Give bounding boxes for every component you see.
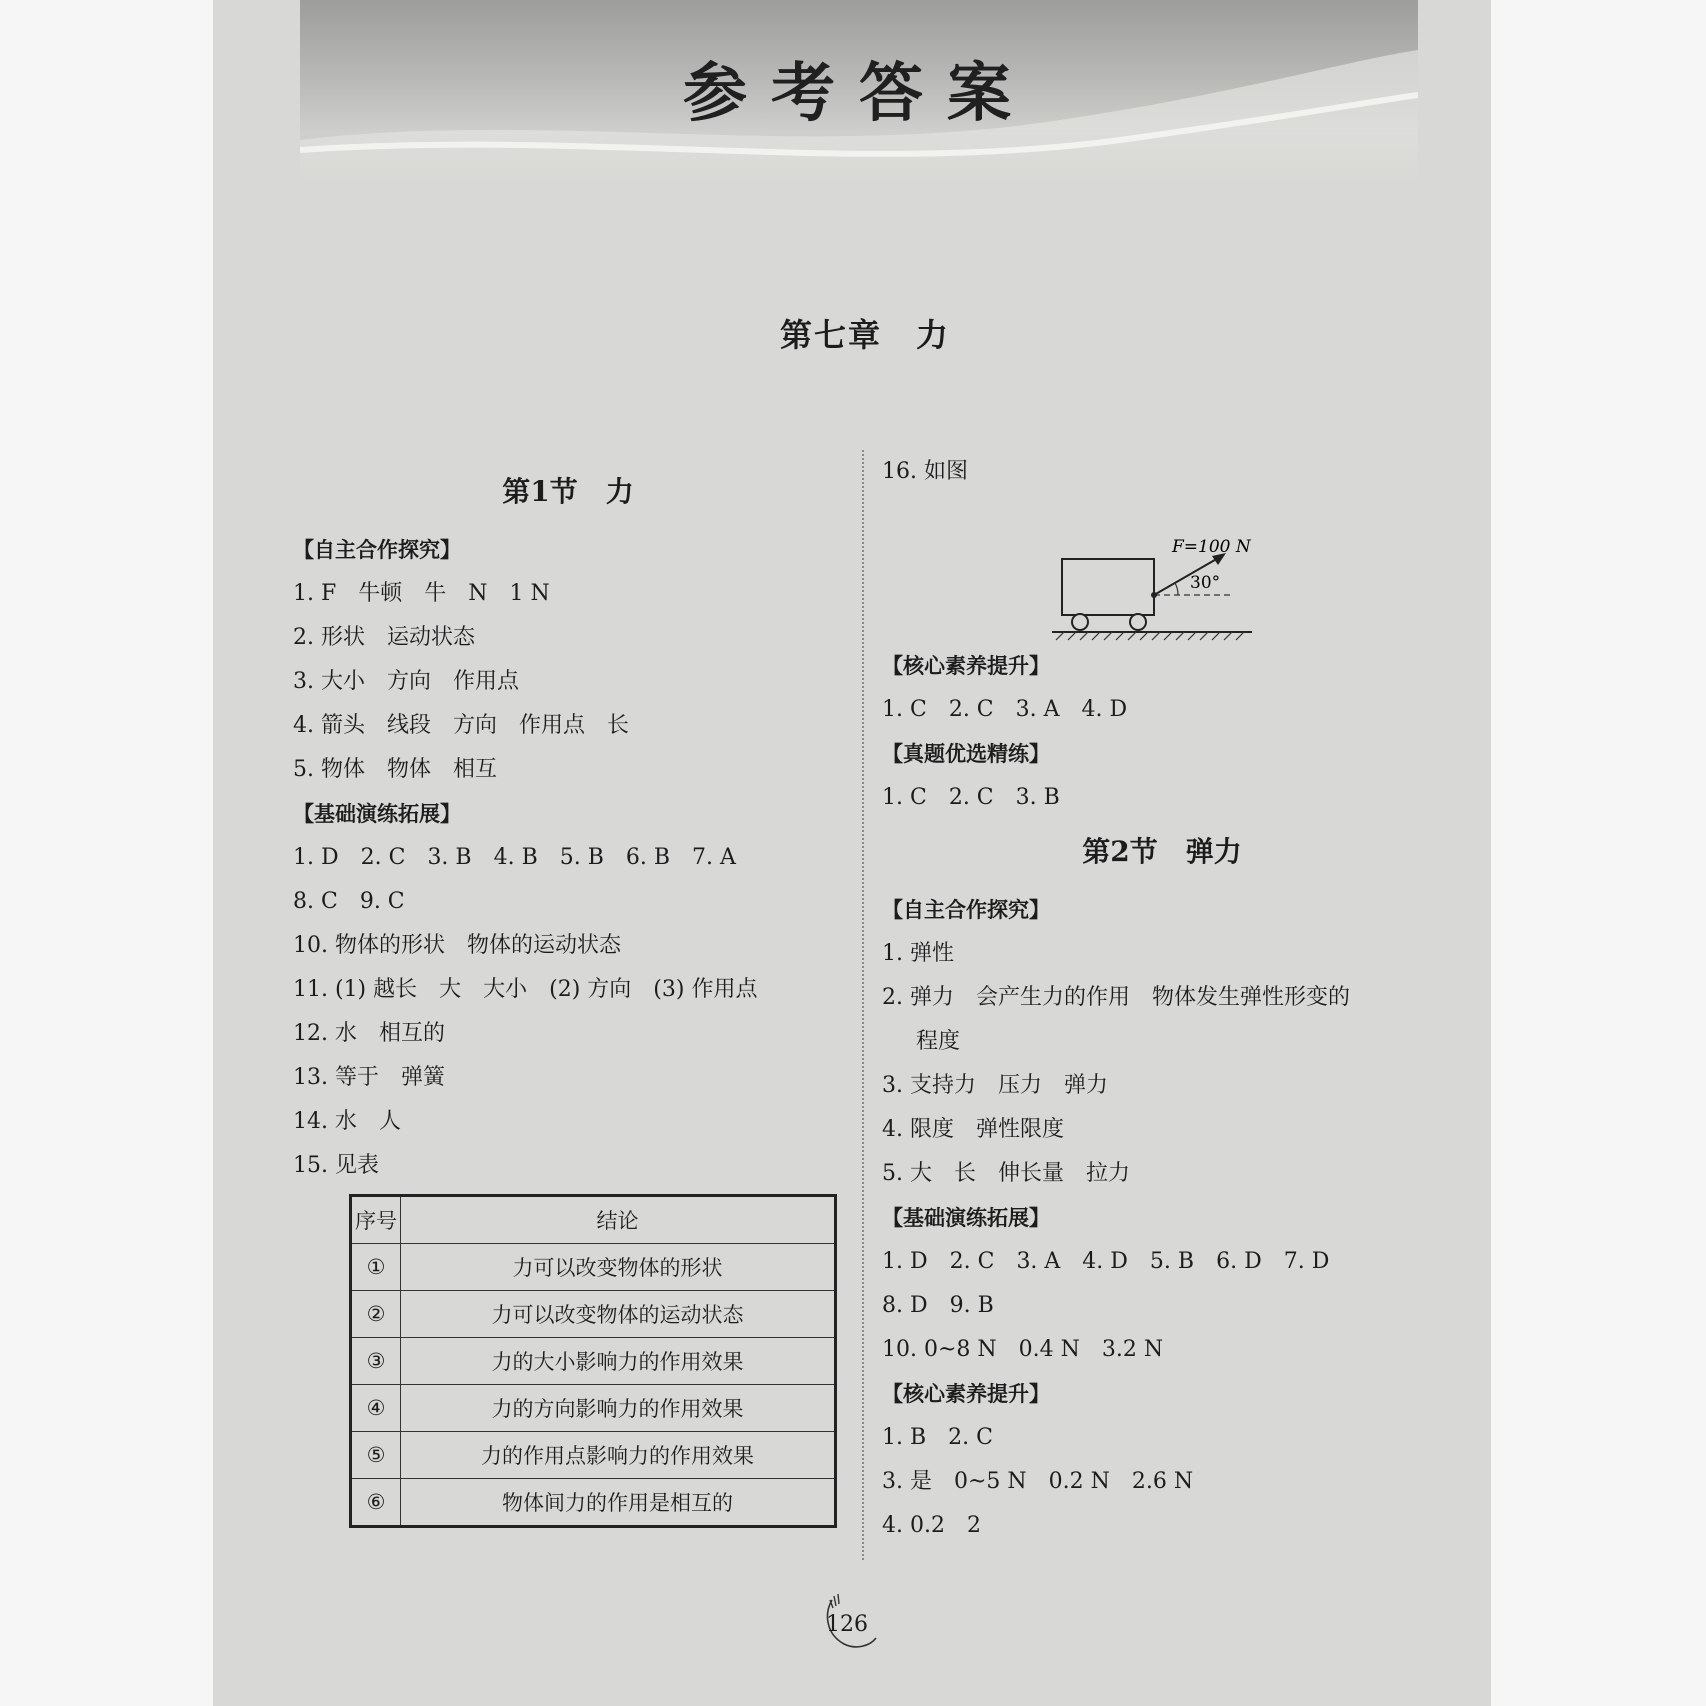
table-cell: ③	[351, 1338, 401, 1385]
answer-line: 13. 等于 弹簧	[293, 1065, 445, 1090]
banner	[300, 0, 1418, 178]
table-cell: ⑤	[351, 1432, 401, 1479]
answer-line: 1. F 牛顿 牛 N 1 N	[293, 581, 550, 606]
answer-line: 2. 弹力 会产生力的作用 物体发生弹性形变的	[882, 985, 1350, 1010]
force-application-point	[1151, 592, 1157, 598]
table-cell: 力的作用点影响力的作用效果	[401, 1432, 836, 1479]
section2-title: 第2节 弹力	[1082, 835, 1242, 868]
answer-line: 10. 0~8 N 0.4 N 3.2 N	[882, 1337, 1164, 1362]
answer-line: 8. C 9. C	[293, 889, 405, 914]
table-row	[351, 1291, 836, 1338]
column-divider	[862, 450, 864, 1560]
table-header-cell: 结论	[401, 1196, 836, 1244]
cart-wheel	[1072, 614, 1088, 630]
answer-line: 4. 0.2 2	[882, 1513, 981, 1538]
table-row	[351, 1244, 836, 1291]
answer-line: 10. 物体的形状 物体的运动状态	[293, 933, 621, 958]
page-number: 126	[826, 1612, 868, 1637]
table-cell: 力可以改变物体的运动状态	[401, 1291, 836, 1338]
table-row	[351, 1479, 836, 1527]
answer-line: 16. 如图	[882, 459, 968, 484]
cart-wheel	[1130, 614, 1146, 630]
table-row	[351, 1338, 836, 1385]
ground-hatching	[1056, 632, 1244, 640]
answer-line: 1. D 2. C 3. B 4. B 5. B 6. B 7. A	[293, 845, 736, 870]
section2-jichu-heading: 【基础演练拓展】	[882, 1206, 1050, 1230]
table-row	[351, 1432, 836, 1479]
table-cell: ②	[351, 1291, 401, 1338]
answer-line: 8. D 9. B	[882, 1293, 994, 1318]
chapter-title: 第七章 力	[780, 316, 951, 354]
answer-line: 3. 是 0~5 N 0.2 N 2.6 N	[882, 1469, 1194, 1494]
answer-line: 3. 支持力 压力 弹力	[882, 1073, 1108, 1098]
angle-label: 30°	[1190, 573, 1221, 593]
table-cell: 力可以改变物体的形状	[401, 1244, 836, 1291]
answer-line: 3. 大小 方向 作用点	[293, 669, 519, 694]
table-cell: ①	[351, 1244, 401, 1291]
section2-zizhu-heading: 【自主合作探究】	[882, 898, 1050, 922]
force-label: F=100 N	[1172, 537, 1251, 557]
answer-line: 1. B 2. C	[882, 1425, 993, 1450]
section2-hexin-heading: 【核心素养提升】	[882, 1382, 1050, 1406]
right-column	[882, 450, 1442, 1548]
table-header-cell: 序号	[351, 1196, 401, 1244]
answer-line: 1. C 2. C 3. A 4. D	[882, 697, 1128, 722]
answer-line: 11. (1) 越长 大 大小 (2) 方向 (3) 作用点	[293, 977, 758, 1002]
section1-zizhu-heading: 【自主合作探究】	[293, 538, 461, 562]
angle-arc	[1175, 583, 1178, 595]
table-cell: ⑥	[351, 1479, 401, 1527]
answer-line: 12. 水 相互的	[293, 1021, 445, 1046]
banner-title: 参考答案	[683, 56, 1035, 131]
left-column	[293, 460, 843, 1528]
table-cell: 力的大小影响力的作用效果	[401, 1338, 836, 1385]
answer-line: 1. C 2. C 3. B	[882, 785, 1060, 810]
table-cell: 物体间力的作用是相互的	[401, 1479, 836, 1527]
section1-hexin-heading: 【核心素养提升】	[882, 654, 1050, 678]
answer-line: 15. 见表	[293, 1153, 379, 1178]
answer-line: 5. 大 长 伸长量 拉力	[882, 1161, 1130, 1186]
answer-line: 2. 形状 运动状态	[293, 625, 475, 650]
answer-line: 1. D 2. C 3. A 4. D 5. B 6. D 7. D	[882, 1249, 1330, 1274]
cart-force-diagram	[1042, 494, 1482, 644]
section1-title: 第1节 力	[502, 475, 634, 508]
answer-line: 1. 弹性	[882, 941, 954, 966]
answer-line: 4. 箭头 线段 方向 作用点 长	[293, 713, 629, 738]
answer-line: 5. 物体 物体 相互	[293, 757, 497, 782]
table-row	[351, 1385, 836, 1432]
force-diagram	[882, 494, 1442, 644]
section1-jichu-heading: 【基础演练拓展】	[293, 802, 461, 826]
answer-line: 14. 水 人	[293, 1109, 401, 1134]
table-cell: ④	[351, 1385, 401, 1432]
table-header-row	[351, 1196, 836, 1244]
answer-line-continuation: 程度	[916, 1029, 961, 1054]
section1-zhenti-heading: 【真题优选精练】	[882, 742, 1050, 766]
conclusion-table	[349, 1194, 837, 1528]
answer-line: 4. 限度 弹性限度	[882, 1117, 1064, 1142]
table-cell: 力的方向影响力的作用效果	[401, 1385, 836, 1432]
cart-body	[1062, 559, 1154, 615]
